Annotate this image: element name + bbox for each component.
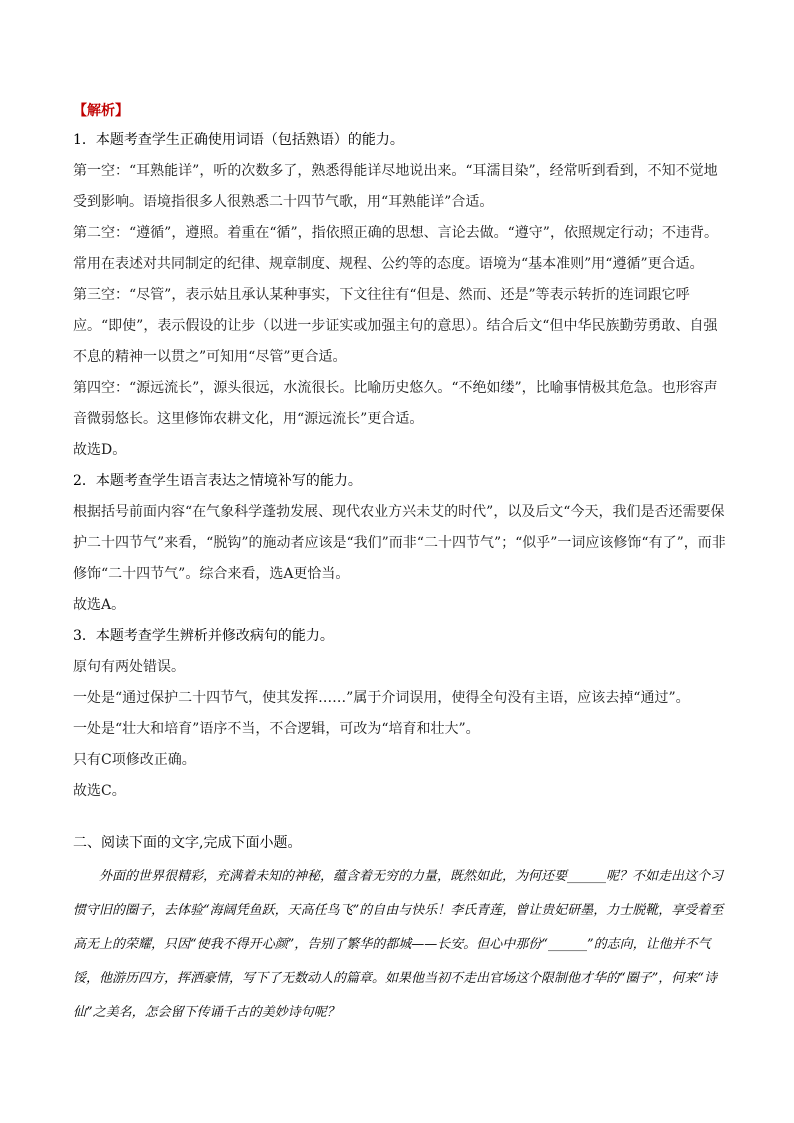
q1-title: 1．本题考查学生正确使用词语（包括熟语）的能力。 (73, 132, 404, 148)
q2-title: 2．本题考查学生语言表达之情境补写的能力。 (73, 473, 362, 489)
q3-line3: 一处是“壮大和培育”语序不当，不合逻辑，可改为“培育和壮大”。 (73, 721, 480, 737)
q2-answer: 故选A。 (73, 597, 126, 613)
q2-explanation: 根据括号前面内容“在气象科学蓬勃发展、现代农业方兴未艾的时代”，以及后文“今天，我们是否还需要保护二十四节气”来看，“脱钩”的施动者应该是“我们”而非“二十四节气”；“似乎”一词应该修饰“有了”，而非修饰“二十四节气”。综合来看，选A更恰当。 (73, 504, 726, 582)
section-2-title: 二、阅读下面的文字,完成下面小题。 (73, 835, 302, 851)
q3-answer: 故选C。 (73, 783, 126, 799)
q3-line2: 一处是“通过保护二十四节气，使其发挥……”属于介词误用，使得全句没有主语，应该去掉“通过”。 (73, 690, 690, 706)
q1-answer: 故选D。 (73, 442, 127, 458)
q3-title: 3．本题考查学生辨析并修改病句的能力。 (73, 628, 334, 644)
analysis-section (73, 98, 727, 807)
q3-line4: 只有C项修改正确。 (73, 752, 196, 768)
reading-passage: 外面的世界很精彩，充满着未知的神秘，蕴含着无穷的力量，既然如此，为何还要______呢？不如走出这个习惯守旧的圈子，去体验“海阔凭鱼跃，天高任鸟飞”的自由与快乐！李氏青莲，曾让贵妃研墨，力士脱靴，享受着至高无上的荣耀，只因“使我不得开心颜”，告别了繁华的都城——长安。但心中那份“______”的志向，让他并不气馁，他游历四方，挥洒豪情，写下了无数动人的篇章。如果他当初不走出官场这个限制他才华的“圈子”，何来“诗仙”之美名，怎会留下传诵千古的美妙诗句呢？ (73, 869, 724, 1020)
analysis-heading: 【解析】 (73, 103, 129, 119)
q1-blank3-explanation: 第三空：“尽管”，表示姑且承认某种事实，下文往往有“但是、然而、还是”等表示转折的连词跟它呼应。“即使”，表示假设的让步（以进一步证实或加强主句的意思）。结合后文“但中华民族勤劳勇敢、自强不息的精神一以贯之”可知用“尽管”更合适。 (73, 287, 718, 365)
q1-blank4-explanation: 第四空：“源远流长”，源头很远，水流很长。比喻历史悠久。“不绝如缕”，比喻事情极其危急。也形容声音微弱悠长。这里修饰农耕文化，用“源远流长”更合适。 (73, 380, 718, 427)
q3-line1: 原句有两处错误。 (73, 659, 185, 675)
q1-blank1-explanation: 第一空：“耳熟能详”，听的次数多了，熟悉得能详尽地说出来。“耳濡目染”，经常听到看到，不知不觉地受到影响。语境指很多人很熟悉二十四节气歌，用“耳熟能详”合适。 (73, 163, 718, 210)
q1-blank2-explanation: 第二空：“遵循”，遵照。着重在“循”，指依照正确的思想、言论去做。“遵守”，依照规定行动；不违背。常用在表述对共同制定的纪律、规章制度、规程、公约等的态度。语境为“基本准则”用“遵循”更合适。 (73, 225, 718, 272)
